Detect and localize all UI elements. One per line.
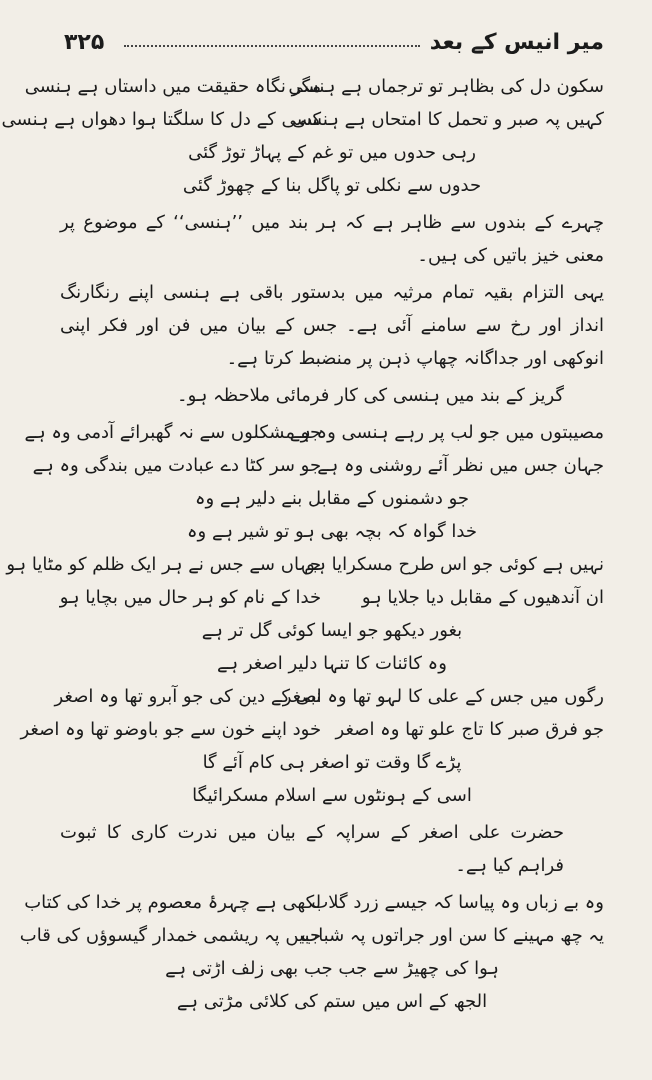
page-number: ۳۲۵ [64, 29, 105, 55]
verse-line: یہ چھ مہینے کا سن اور جراتوں پہ شباب [301, 925, 604, 946]
verse-row [24, 70, 604, 103]
couplet-line: رہی حدوں میں تو غم کے پہاڑ توڑ گئی [188, 142, 476, 163]
verse-line: جو مشکلوں سے نہ گھبرائے آدمی وہ ہے [24, 422, 322, 443]
stanza [19, 886, 604, 1018]
verse-line: خدا کے نام کو ہر حال میں بچایا ہو [59, 587, 322, 608]
verse-line: نبی کے دین کی جو آبرو تھا وہ اصغر [54, 686, 322, 707]
running-title: میر انیس کے بعد [429, 29, 604, 55]
verse-line: خود اپنے خون سے جو باوضو تھا وہ اصغر [20, 719, 322, 740]
prose-paragraph: یہی التزام بقیہ تمام مرثیہ میں بدستور باقی ہے ہنسی اپنے رنگارنگ انداز اور رخ سے سامنے آئی ہے۔ جس کے بیان میں فن اور فکر اپنی انوکھی اور جداگانہ چھاپ ذہن پر منضبط کرتا ہے۔ [60, 282, 604, 369]
verse-line: مصیبتوں میں جو لب پر رہے ہنسی وہ ہے [289, 422, 604, 443]
verse-row [6, 548, 604, 581]
verse-row [24, 416, 604, 449]
couplet-line: اسی کے ہونٹوں سے اسلام مسکرائیگا [192, 785, 472, 806]
verse-line: ان آندھیوں کے مقابل دیا جلایا ہو [361, 587, 604, 608]
stanza [24, 416, 604, 548]
couplet-line: ہوا کی چھیڑ سے جب جب بھی زلف اڑتی ہے [165, 958, 499, 979]
header-divider [124, 45, 419, 47]
couplet-line: حدوں سے نکلی تو پاگل بنا کے چھوڑ گئی [182, 175, 482, 196]
page-content [1, 70, 604, 1018]
page-header [64, 26, 604, 58]
stanza [20, 680, 604, 812]
verse-row [54, 680, 604, 713]
prose-paragraph: حضرت علی اصغر کے سراپہ کے بیان میں ندرت کاری کا ثبوت فراہم کیا ہے۔ [60, 822, 564, 876]
verse-row [32, 449, 604, 482]
prose-paragraph: چہرے کے بندوں سے ظاہر ہے کہ ہر بند میں ’’ہنسی‘‘ کے موضوع پر معنی خیز باتیں کی ہیں۔ [60, 212, 604, 266]
verse-line: لکھی ہے چہرۂ معصوم پر خدا کی کتاب [24, 892, 322, 913]
couplet-line: جو دشمنوں کے مقابل بنے دلیر ہے وہ [194, 488, 470, 509]
verse-row [60, 581, 604, 614]
verse-line: جہان جس میں نظر آئے روشنی وہ ہے [317, 455, 604, 476]
stanza [1, 70, 604, 202]
couplet-line: خدا گواہ کہ بچہ بھی ہو تو شیر ہے وہ [186, 521, 478, 542]
verse-line: نہیں ہے کوئی جو اس طرح مسکرایا ہو [306, 554, 604, 575]
stanza [6, 548, 604, 680]
couplet-line: بغور دیکھو جو ایسا کوئی گل تر ہے [201, 620, 463, 641]
prose-paragraph: گریز کے بند میں ہنسی کی کار فرمائی ملاحظہ ہو۔ [177, 385, 564, 406]
verse-line: جبیں پہ ریشمی خمدار گیسوؤں کی قاب [19, 925, 322, 946]
verse-line: جو فرق صبر کا تاج علو تھا وہ اصغر [335, 719, 604, 740]
verse-line: سکون دل کی بظاہر تو ترجماں ہے ہنسی [288, 76, 604, 97]
verse-line: کہیں پہ صبر و تحمل کا امتحاں ہے ہنسی [291, 109, 604, 130]
verse-line: جہاں سے جس نے ہر ایک ظلم کو مٹایا ہو [6, 554, 322, 575]
verse-row [1, 103, 604, 136]
verse-line: جو سر کٹا دے عبادت میں بندگی وہ ہے [32, 455, 322, 476]
verse-line: کسی کے دل کا سلگتا ہوا دھواں ہے ہنسی [1, 109, 322, 130]
verse-row [19, 919, 604, 952]
verse-line: مگر نگاہ حقیقت میں داستاں ہے ہنسی [24, 76, 322, 97]
verse-row [24, 886, 604, 919]
verse-line: رگوں میں جس کے علی کا لہو تھا وہ اصغر [282, 686, 604, 707]
couplet-line: وہ کائنات کا تنہا دلیر اصغر ہے [217, 653, 447, 674]
verse-row [20, 713, 604, 746]
couplet-line: الجھ کے اس میں ستم کی کلائی مڑتی ہے [176, 991, 488, 1012]
couplet-line: پڑے گا وقت تو اصغر ہی کام آئے گا [202, 752, 462, 773]
verse-line: وہ بے زباں وہ پیاسا کہ جیسے زرد گلاب [311, 892, 604, 913]
